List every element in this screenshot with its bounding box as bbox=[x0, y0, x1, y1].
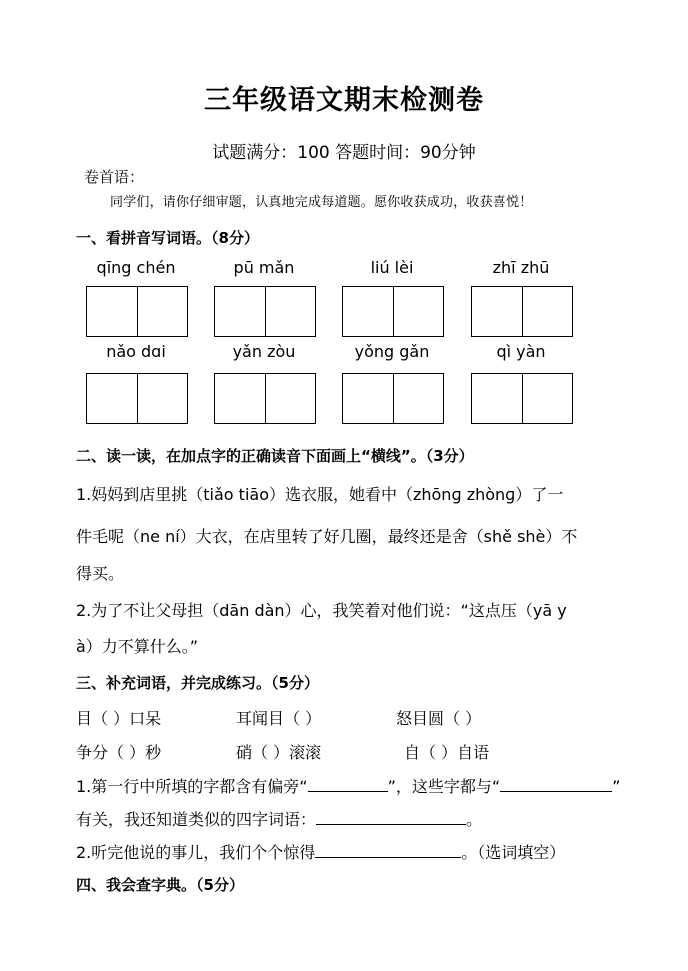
preface-text: 同学们，请你仔细审题，认真地完成每道题。愿你收获成功，收获喜悦！ bbox=[110, 195, 533, 210]
question-2-line-5: à）力不算什么。” bbox=[76, 637, 199, 656]
answer-box-5[interactable] bbox=[86, 373, 188, 424]
pinyin-7: yǒng gǎn bbox=[354, 342, 430, 361]
q1b-prefix: 有关，我还知道类似的四字词语： bbox=[76, 810, 317, 829]
pinyin-4: zhī zhū bbox=[492, 258, 550, 277]
q1-prefix: 1.第一行中所填的字都含有偏旁“ bbox=[76, 777, 308, 796]
question-2-line-4: 2.为了不让父母担（dān dàn）心，我笑着对他们说：“这点压（yā y bbox=[76, 601, 567, 620]
pinyin-5: nǎo dɑi bbox=[106, 342, 166, 361]
meaning-blank[interactable] bbox=[500, 777, 612, 792]
pinyin-8: qì yàn bbox=[496, 342, 546, 361]
pinyin-3: liú lèi bbox=[370, 258, 414, 277]
answer-box-2[interactable] bbox=[214, 286, 316, 337]
q1-end: ” bbox=[612, 777, 621, 796]
exam-info: 试题满分：100 答题时间：90分钟 bbox=[212, 143, 476, 163]
answer-box-3[interactable] bbox=[342, 286, 444, 337]
question-3-1-line-1 bbox=[76, 774, 620, 797]
pinyin-1: qīng chén bbox=[96, 258, 176, 277]
question-2-line-2: 件毛呢（ne ní）大衣，在店里转了好几圈，最终还是舍（shě shè）不 bbox=[76, 527, 578, 546]
pinyin-2: pū mǎn bbox=[233, 258, 295, 277]
preface-label: 卷首语： bbox=[84, 168, 145, 186]
q2-end: 。（选词填空） bbox=[461, 843, 566, 862]
answer-box-4[interactable] bbox=[471, 286, 573, 337]
question-2-line-3: 得买。 bbox=[76, 564, 125, 583]
idiom-3: 怒目圆（ ） bbox=[396, 709, 482, 728]
question-3-1-line-2 bbox=[76, 807, 482, 830]
idiom-answer-blank[interactable] bbox=[316, 810, 466, 825]
page-title: 三年级语文期末检测卷 bbox=[204, 85, 484, 116]
idiom-5: 硝（ ）滚滚 bbox=[236, 743, 322, 762]
answer-box-7[interactable] bbox=[342, 373, 444, 424]
section-4-title: 四、我会查字典。（5分） bbox=[76, 876, 244, 894]
question-3-2 bbox=[76, 840, 565, 863]
q1-middle: ”，这些字都与“ bbox=[387, 777, 501, 796]
q2-prefix: 2.听完他说的事儿，我们个个惊得 bbox=[76, 843, 316, 862]
question-2-line-1: 1.妈妈到店里挑（tiǎo tiāo）选衣服，她看中（zhōnɡ zhònɡ）了一 bbox=[76, 485, 564, 504]
idiom-6: 自（ ）自语 bbox=[404, 743, 490, 762]
section-2-title: 二、读一读，在加点字的正确读音下面画上“横线”。（3分） bbox=[76, 447, 474, 465]
q1b-end: 。 bbox=[466, 810, 483, 829]
fill-word-blank[interactable] bbox=[315, 843, 461, 858]
answer-box-6[interactable] bbox=[214, 373, 316, 424]
pinyin-6: yǎn zòu bbox=[232, 342, 296, 361]
idiom-2: 耳闻目（ ） bbox=[236, 709, 322, 728]
section-1-title: 一、看拼音写词语。（8分） bbox=[76, 229, 259, 247]
radical-blank[interactable] bbox=[308, 777, 388, 792]
idiom-4: 争分（ ）秒 bbox=[76, 743, 162, 762]
answer-box-1[interactable] bbox=[86, 286, 188, 337]
section-3-title: 三、补充词语，并完成练习。（5分） bbox=[76, 674, 319, 692]
answer-box-8[interactable] bbox=[471, 373, 573, 424]
idiom-1: 目（ ）口呆 bbox=[76, 709, 162, 728]
